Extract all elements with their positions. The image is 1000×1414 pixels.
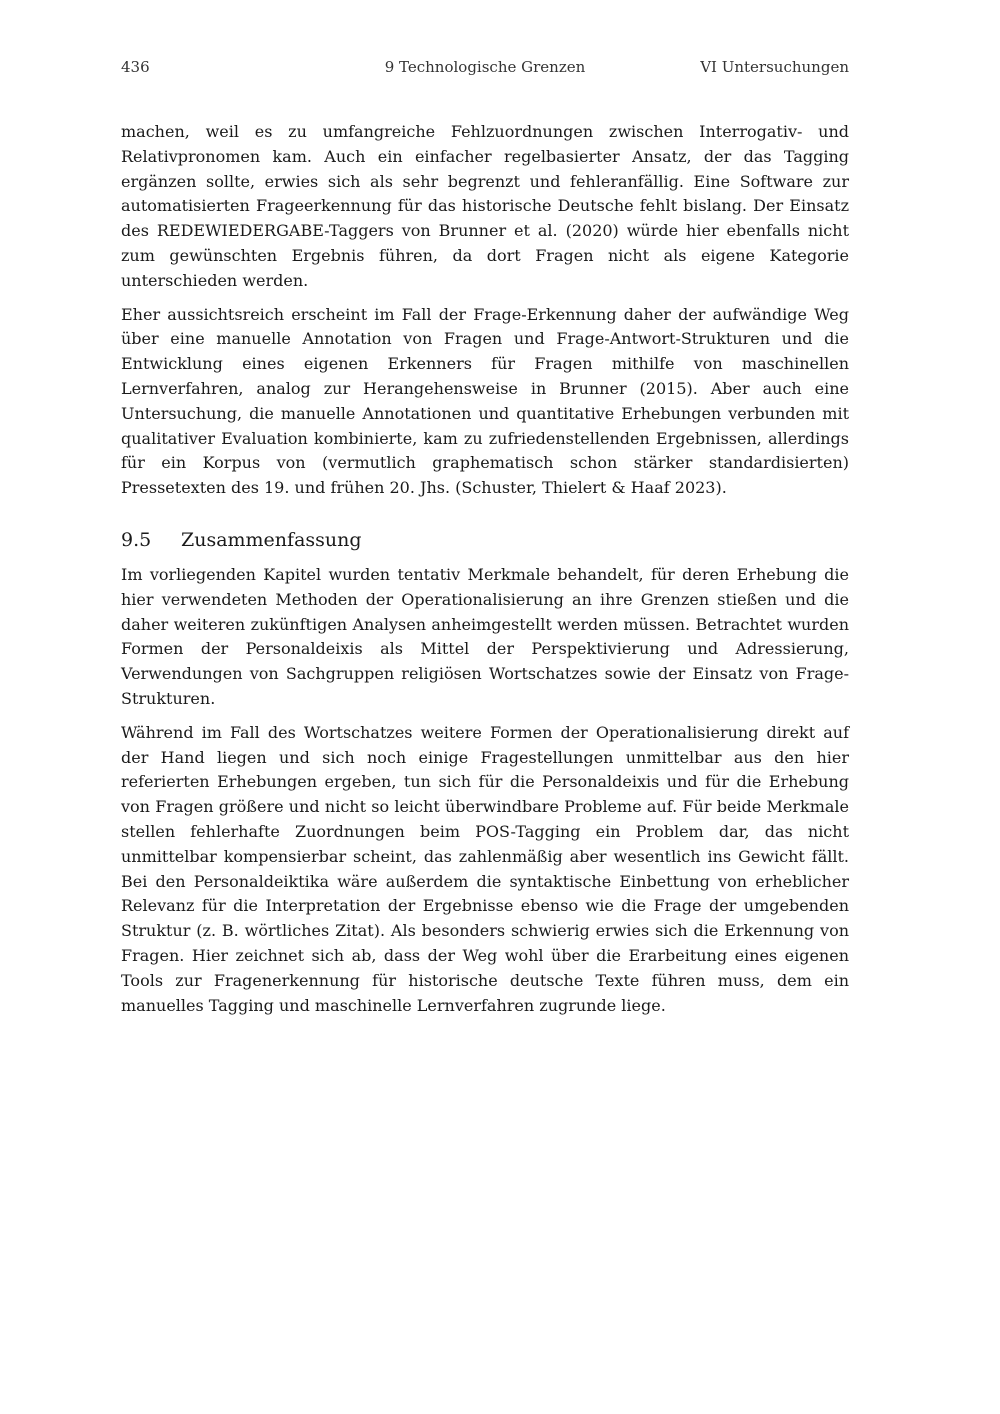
section-heading [121,527,849,553]
main-text [121,120,849,1018]
body-paragraph-2: Eher aussichtsreich erscheint im Fall der Frage-Erkennung daher der aufwändige Weg über eine manuelle Annotation von Fragen und Frage-Antwort-Strukturen und die Entwicklung eines eigenen Erkenners für Fragen mithilfe von maschinellen Lernverfahren, analog zur Herangehensweise in Brunner (2015). Aber auch eine Untersuchung, die manuelle Annotationen und quantitative Erhebungen verbunden mit qualitativer Evaluation kombinierte, kam zu zufriedenstellenden Ergebnissen, allerdings für ein Korpus von (vermutlich graphematisch schon stärker standardisierten) Pressetexten des 19. und frühen 20. Jhs. (Schuster, Thielert & Haaf 2023). [121,304,849,498]
section-paragraph-1: Im vorliegenden Kapitel wurden tentativ Merkmale behandelt, für deren Erhebung die hier verwendeten Methoden der Operationalisierung an ihre Grenzen stießen und die daher weiteren zukünftigen Analysen anheimgestellt werden müssen. Betrachtet wurden Formen der Personaldeixis als Mittel der Perspektivierung und Adressierung, Verwendungen von Sachgruppen religiösen Wortschatzes sowie der Einsatz von Frage-Strukturen. [121,564,849,708]
section-number: 9.5 [121,528,152,551]
page-number: 436 [121,58,150,76]
chapter-title: 9 Technologische Grenzen [384,58,586,76]
section-title: Zusammenfassung [181,528,362,551]
body-paragraph-1: machen, weil es zu umfangreiche Fehlzuordnungen zwischen Interrogativ- und Relativpronomen kam. Auch ein einfacher regelbasierter Ansatz, der das Tagging ergänzen sollte, erwies sich als sehr begrenzt und fehleranfällig. Eine Software zur automatisierten Frageerkennung für das historische Deutsche fehlt bislang. Der Einsatz des REDEWIEDERGABE-Taggers von Brunner et al. (2020) würde hier ebenfalls nicht zum gewünschten Ergebnis führen, da dort Fragen nicht als eigene Kategorie unterschieden werden. [121,122,849,290]
part-title: VI Untersuchungen [700,58,849,76]
running-header [121,58,849,82]
book-page [121,58,849,1027]
section-paragraph-2: Während im Fall des Wortschatzes weitere Formen der Operationalisierung direkt auf der Hand liegen und sich noch einige Fragestellungen unmittelbar aus den hier referierten Erhebungen ergeben, tun sich für die Personaldeixis und für die Erhebung von Fragen größere und nicht so leicht überwindbare Probleme auf. Für beide Merkmale stellen fehlerhafte Zuordnungen beim POS-Tagging ein Problem dar, das nicht unmittelbar kompensierbar scheint, das zahlenmäßig aber wesentlich ins Gewicht fällt. Bei den Personaldeiktika wäre außerdem die syntaktische Einbettung von erheblicher Relevanz für die Interpretation der Ergebnisse ebenso wie die Frage der umgebenden Struktur (z. B. wörtliches Zitat). Als besonders schwierig erwies sich die Erkennung von Fragen. Hier zeichnet sich ab, dass der Weg wohl über die Erarbeitung eines eigenen Tools zur Fragenerkennung für historische deutsche Texte führen muss, dem ein manuelles Tagging und maschinelle Lernverfahren zugrunde liege. [121,722,849,1015]
